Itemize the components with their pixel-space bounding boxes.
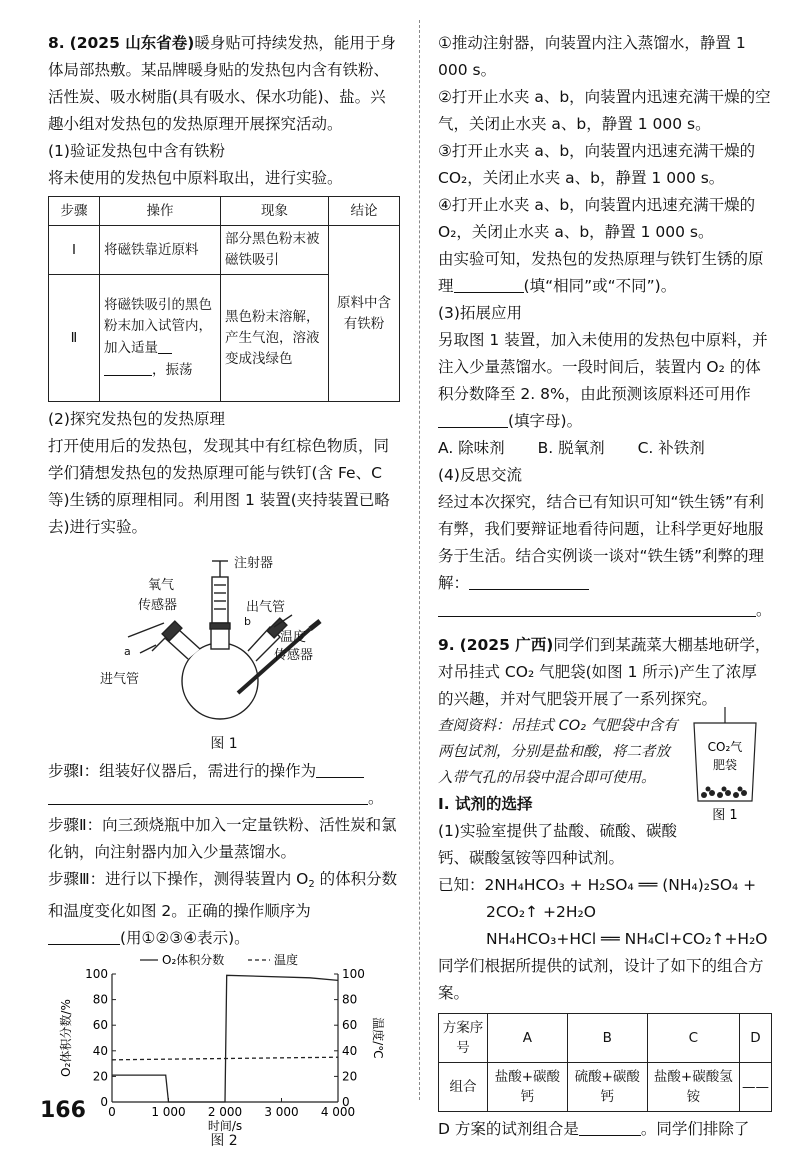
table-header: D xyxy=(739,1014,771,1063)
part4-body: 经过本次探究，结合已有知识可知“铁生锈”有利有弊，我们要辩证地看待问题，让科学更好地服务于生活。结合实例谈一谈对“铁生锈”利弊的理解： xyxy=(438,493,765,592)
table-cell-conclusion: 原料中含有铁粉 xyxy=(329,226,400,402)
last-text: D 方案的试剂组合是 xyxy=(438,1120,579,1138)
answer-blank[interactable] xyxy=(48,928,120,945)
figure-2-caption: 图 2 xyxy=(210,1133,238,1149)
part4-title: (4)反思交流 xyxy=(438,466,522,484)
apparatus-diagram xyxy=(48,541,400,731)
step-text: (用①②③④表示)。 xyxy=(120,929,250,947)
y-tick-label-left: 60 xyxy=(92,1018,108,1033)
plan-text: 同学们根据所提供的试剂，设计了如下的组合方案。 xyxy=(438,957,764,1002)
table-header: A xyxy=(488,1014,568,1063)
answer-blank[interactable] xyxy=(316,761,364,778)
answer-blank[interactable] xyxy=(579,1119,641,1136)
equation-1-cont: 2CO₂↑ +2H₂O xyxy=(486,903,596,921)
option-a[interactable]: A. 除味剂 xyxy=(438,439,505,457)
operation-4: ④打开止水夹 a、b，向装置内迅速充满干燥的 O₂，关闭止水夹 a、b，静置 1 000 s。 xyxy=(438,196,756,241)
experiment-table xyxy=(48,196,400,402)
table-cell: 硫酸+碳酸钙 xyxy=(567,1063,647,1112)
last-text: 。同学们排除了 xyxy=(640,1120,750,1138)
table-header: 步骤 xyxy=(49,197,100,226)
equation-text: 2NH₄HCO₃ + H₂SO₄ ══ (NH₄)₂SO₄ + xyxy=(484,876,757,894)
operation-1: ①推动注射器，向装置内注入蒸馏水，静置 1 000 s。 xyxy=(438,34,746,79)
clip-b-label: b xyxy=(244,615,251,628)
outlet-label: 出气管 xyxy=(246,600,286,615)
table-cell xyxy=(100,275,221,402)
y-tick-label-right: 40 xyxy=(342,1043,358,1058)
table-row xyxy=(49,226,400,275)
part1-text: 将未使用的发热包中原料取出，进行实验。 xyxy=(48,169,343,187)
table-header: 方案序号 xyxy=(439,1014,488,1063)
y-axis-label-left: O₂体积分数/% xyxy=(59,999,73,1077)
y-tick-label-right: 80 xyxy=(342,992,358,1007)
conclusion-sentence xyxy=(438,246,772,300)
question-8-intro xyxy=(48,30,400,138)
part2-title: (2)探究发热包的发热原理 xyxy=(48,410,225,428)
y-tick-label-right: 0 xyxy=(342,1095,350,1109)
table-header: B xyxy=(567,1014,647,1063)
table-cell: 部分黑色粉末被磁铁吸引 xyxy=(221,226,329,275)
question-number: 8. xyxy=(48,34,65,52)
table-header-row xyxy=(49,197,400,226)
part3-text xyxy=(438,327,772,435)
answer-blank[interactable] xyxy=(454,276,524,293)
answer-blank[interactable] xyxy=(469,573,589,590)
table-cell: Ⅰ xyxy=(49,226,100,275)
question-source: (2025 山东省卷) xyxy=(69,34,195,52)
oxygen-series-line xyxy=(112,975,338,1102)
sub-question-1: (1)实验室提供了盐酸、硫酸、碳酸钙、碳酸氢铵等四种试剂。 xyxy=(438,822,677,867)
step-text: 的体积分数和温度变化如图 2。正确的操作顺序为 xyxy=(48,870,398,920)
page-number: 166 xyxy=(40,1098,86,1123)
y-tick-label-left: 0 xyxy=(100,1095,108,1109)
step-text: 步骤Ⅲ：进行以下操作，测得装置内 O xyxy=(48,870,309,888)
bag-label: CO₂气 xyxy=(707,740,743,754)
step-2: 步骤Ⅱ：向三颈烧瓶中加入一定量铁粉、活性炭和氯化钠，向注射器内加入少量蒸馏水。 xyxy=(48,816,397,861)
operation-text: ，振荡 xyxy=(152,362,193,378)
table-row xyxy=(439,1063,772,1112)
step-text: 步骤Ⅰ：组装好仪器后，需进行的操作为 xyxy=(48,762,317,780)
table-cell: Ⅱ xyxy=(49,275,100,402)
sensor-label: 传感器 xyxy=(274,648,314,663)
operation-2: ②打开止水夹 a、b，向装置内迅速充满干燥的空气，关闭止水夹 a、b，静置 1 000 s。 xyxy=(438,88,771,133)
x-axis-label: 时间/s xyxy=(207,1119,243,1132)
syringe xyxy=(212,577,228,623)
temperature-label: 温度 xyxy=(280,630,307,645)
question-9-intro xyxy=(438,632,772,713)
bag-label: 肥袋 xyxy=(712,758,738,772)
answer-blank[interactable] xyxy=(104,359,152,376)
x-tick-label: 2 000 xyxy=(207,1105,243,1119)
column-divider xyxy=(419,20,420,1100)
x-tick-label: 3 000 xyxy=(264,1105,299,1119)
legend-label-oxygen: O₂体积分数 xyxy=(162,953,225,967)
legend-label-temperature: 温度 xyxy=(274,953,299,967)
known-label: 已知： xyxy=(438,876,485,894)
part2-text: 打开使用后的发热包，发现其中有红棕色物质，同学们猜想发热包的发热原理可能与铁钉(含 Fe、C 等)生锈的原理相同。利用图 1 装置(夹持装置已略去)进行实验。 xyxy=(48,437,390,536)
figure-2-chart xyxy=(48,952,400,1132)
y-tick-label-left: 40 xyxy=(92,1043,108,1058)
right-column xyxy=(438,30,772,1143)
table-cell: 将磁铁靠近原料 xyxy=(100,226,221,275)
conclusion-text: 由实验可知，发热包的发热原理与铁钉生锈的原理 xyxy=(438,250,764,295)
question-text: 暖身贴可持续发热，能用于身体局部热敷。某品牌暖身贴的发热包内含有铁粉、活性炭、吸水树脂(具有吸水、保水功能)、盐。兴趣小组对发热包的发热原理开展探究活动。 xyxy=(48,34,396,133)
left-column xyxy=(48,30,400,1155)
x-tick-label: 1 000 xyxy=(151,1105,186,1119)
section-1-title: Ⅰ. 试剂的选择 xyxy=(438,795,533,813)
table-cell: —— xyxy=(739,1063,771,1112)
conclusion-text: (填“相同”或“不同”)。 xyxy=(523,277,677,295)
table-header: 现象 xyxy=(221,197,329,226)
part3-title: (3)拓展应用 xyxy=(438,304,522,322)
part1-title: (1)验证发热包中含有铁粉 xyxy=(48,142,225,160)
answer-blank[interactable] xyxy=(438,411,508,428)
y-tick-label-left: 20 xyxy=(92,1069,108,1084)
answer-blank[interactable] xyxy=(158,337,172,354)
figure-caption: 图 1 xyxy=(712,808,738,823)
question-number: 9. xyxy=(438,636,455,654)
y-tick-label-left: 100 xyxy=(85,967,108,981)
step-3: 步骤Ⅲ：进行以下操作，测得装置内 $O_2$ 的体积分数和温度变化如图 2。正确的操作顺序为 (用①②③④表示)。 xyxy=(48,870,398,947)
oxygen-label: 氧气 xyxy=(148,578,175,593)
option-b[interactable]: B. 脱氧剂 xyxy=(537,439,605,457)
table-cell: 盐酸+碳酸钙 xyxy=(488,1063,568,1112)
sensor-label: 传感器 xyxy=(138,598,178,613)
x-tick-label: 0 xyxy=(108,1105,116,1119)
y-tick-label-left: 80 xyxy=(92,992,108,1007)
table-header-row xyxy=(439,1014,772,1063)
fertilizer-bag-figure xyxy=(682,707,768,823)
table-header: C xyxy=(647,1014,739,1063)
table-header: 结论 xyxy=(329,197,400,226)
equation-2: NH₄HCO₃+HCl ══ NH₄Cl+CO₂↑+H₂O xyxy=(486,930,768,948)
plan-table xyxy=(438,1013,772,1112)
question-text: 同学们到某蔬菜大棚基地研学，对吊挂式 CO₂ 气肥袋(如图 1 所示)产生了浓厚的兴趣，并对气肥袋开展了一系列探究。 xyxy=(438,636,771,708)
table-cell: 黑色粉末溶解，产生气泡，溶液变成浅绿色 xyxy=(221,275,329,402)
clip-a-label: a xyxy=(124,645,131,658)
equation-1 xyxy=(438,872,772,899)
part4-text: 经过本次探究，结合已有知识可知“铁生锈”有利有弊，我们要辩证地看待问题，让科学更好地服务于生活。结合实例谈一谈对“铁生锈”利弊的理解： 。 xyxy=(438,493,772,619)
operation-3: ③打开止水夹 a、b，向装置内迅速充满干燥的 CO₂，关闭止水夹 a、b，静置 1 000 s。 xyxy=(438,142,756,187)
operation-text: 将磁铁吸引的黑色粉末加入试管内，加入适量 xyxy=(104,297,212,356)
table-header: 操作 xyxy=(100,197,221,226)
last-line xyxy=(438,1116,772,1143)
y-axis-label-right: 温度/℃ xyxy=(371,1017,385,1059)
table-cell: 组合 xyxy=(439,1063,488,1112)
option-c[interactable]: C. 补铁剂 xyxy=(637,439,705,457)
answer-blank[interactable] xyxy=(438,600,756,617)
y-tick-label-right: 20 xyxy=(342,1069,358,1084)
answer-blank[interactable] xyxy=(48,788,368,805)
option-list xyxy=(438,435,772,462)
figure-1-caption: 图 1 xyxy=(210,736,238,752)
part3-fill: (填字母)。 xyxy=(508,412,583,430)
y-tick-label-right: 100 xyxy=(342,967,365,981)
x-tick-label: 4 000 xyxy=(320,1105,356,1119)
table-cell: 盐酸+碳酸氢铵 xyxy=(647,1063,739,1112)
step-1: 步骤Ⅰ：组装好仪器后，需进行的操作为 。 xyxy=(48,762,384,807)
info-text: 查阅资料：吊挂式 CO₂ 气肥袋中含有两包试剂，分别是盐和酸，将二者放入带气孔的吊袋中混合即可使用。 xyxy=(438,718,678,786)
y-tick-label-right: 60 xyxy=(342,1018,358,1033)
part3-body: 另取图 1 装置，加入未使用的发热包中原料，并注入少量蒸馏水。一段时间后，装置内 O₂ 的体积分数降至 2. 8%，由此预测该原料还可用作 xyxy=(438,331,768,403)
inlet-label: 进气管 xyxy=(100,672,140,687)
syringe-label: 注射器 xyxy=(234,556,274,571)
question-source: (2025 广西) xyxy=(459,636,554,654)
